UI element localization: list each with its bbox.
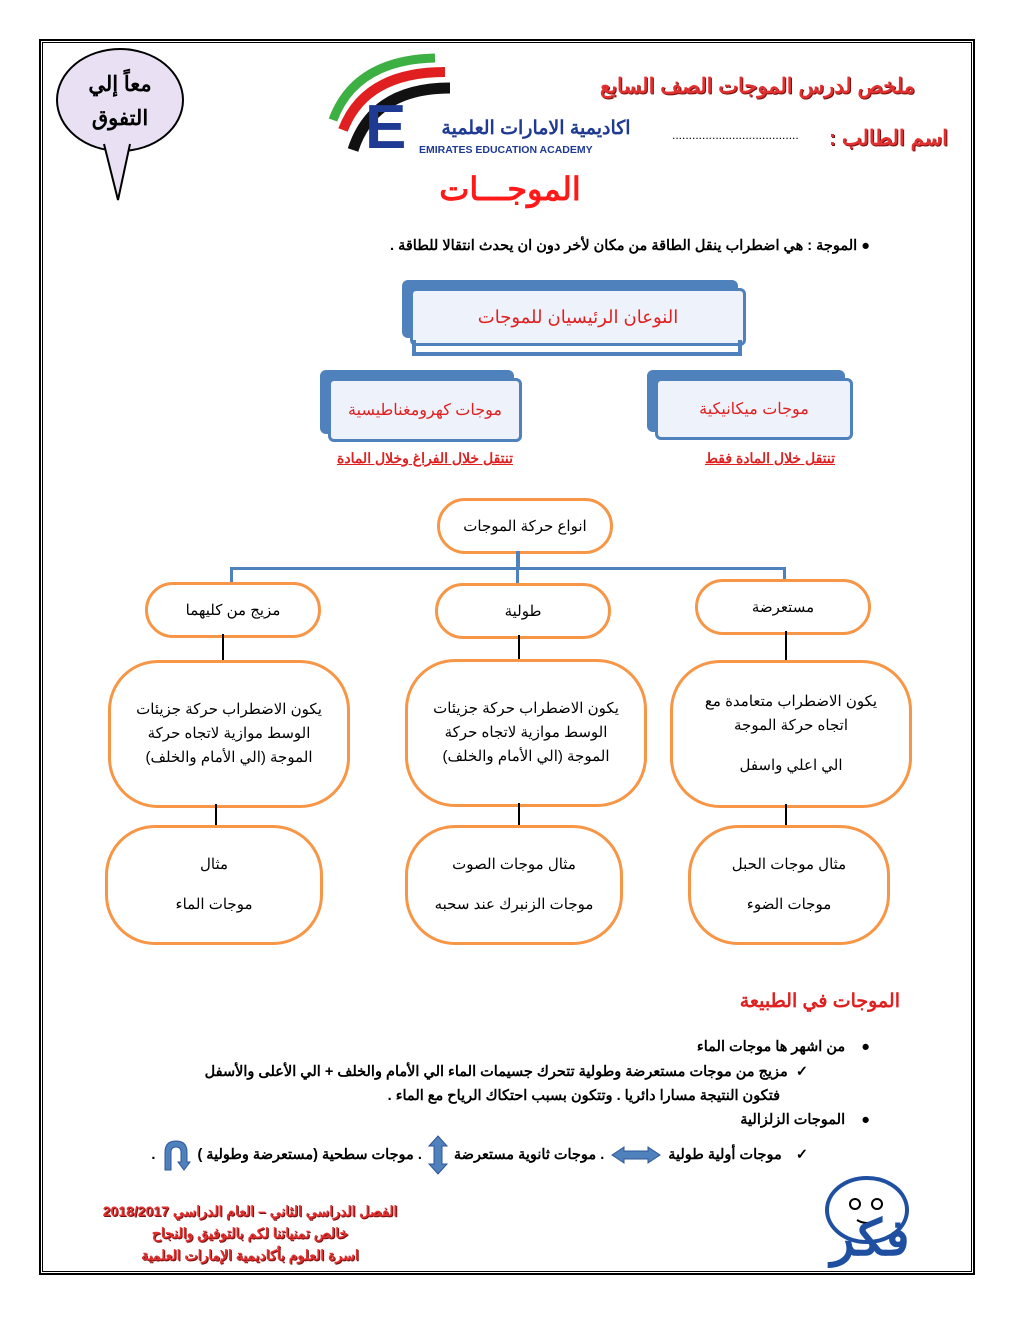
- nature-heading: الموجات في الطبيعة: [739, 991, 900, 1012]
- example-line: موجات الزنبرك عند سحبه: [434, 896, 594, 913]
- check-water-1: ✓ مزيج من موجات مستعرضة وطولية تتحرك جسيمات الماء الي الأمام والخلف + الي الأعلى والأسفل: [204, 1064, 808, 1080]
- motto-line-2: التفوق: [91, 107, 149, 130]
- description-mixed: [108, 660, 350, 808]
- bullet-text: الموجات الزلزالية: [740, 1112, 846, 1128]
- connector: [215, 804, 217, 826]
- electromagnetic-label: موجات كهرومغناطيسية: [348, 402, 502, 419]
- connector: [518, 635, 520, 660]
- check-text: مزيج من موجات مستعرضة وطولية تتحرك جسيمات الماء الي الأمام والخلف + الي الأعلى والأسفل: [204, 1064, 788, 1080]
- connector: [785, 631, 787, 661]
- motto-bubble: [56, 48, 184, 152]
- bubble-tail: [100, 140, 140, 205]
- desc-line: يكون الاضطراب متعامدة مع: [704, 693, 878, 710]
- desc-line: الموجة (الي الأمام والخلف): [442, 748, 610, 765]
- example-line: موجات الضوء: [746, 896, 832, 913]
- primary-waves-text: موجات أولية طولية: [668, 1147, 782, 1163]
- example-line: مثال: [199, 856, 229, 873]
- motto-line-1: معاً إلي: [88, 73, 152, 96]
- secondary-waves-text: . موجات ثانوية مستعرضة: [453, 1147, 605, 1163]
- circular-arrow-icon: [161, 1138, 191, 1172]
- footer-wishes: خالص تمنياتنا لكم بالتوفيق والنجاح: [151, 1225, 349, 1241]
- description-transverse: [670, 660, 912, 808]
- desc-line: الموجة (الي الأمام والخلف): [145, 749, 313, 766]
- think-logo: [785, 1170, 950, 1265]
- electromagnetic-box: [328, 378, 522, 442]
- desc-line: يكون الاضطراب حركة جزيئات: [433, 700, 619, 717]
- example-line: موجات الماء: [175, 896, 253, 913]
- mechanical-note: تنتقل خلال المادة فقط: [704, 450, 836, 466]
- worksheet-title: ملخص لدرس الموجات الصف السابع: [600, 75, 915, 98]
- footer-team: اسرة العلوم بأكاديمية الإمارات العلمية: [141, 1247, 359, 1263]
- footer: [85, 1200, 415, 1266]
- desc-line: الوسط موازية لاتجاه حركة: [147, 725, 311, 742]
- description-longitudinal: [405, 659, 647, 807]
- connector: [785, 804, 787, 826]
- connector: [783, 567, 786, 579]
- desc-line: الوسط موازية لاتجاه حركة: [444, 724, 608, 741]
- example-line: مثال موجات الحبل: [731, 856, 847, 873]
- electromagnetic-note: تنتقل خلال الفراغ وخلال المادة: [337, 450, 513, 466]
- connector: [222, 634, 224, 661]
- connector: [412, 352, 742, 356]
- vertical-double-arrow-icon: [428, 1135, 448, 1175]
- mechanical-label: موجات ميكانيكية: [699, 401, 809, 418]
- example-mixed: [105, 825, 323, 945]
- definition-text: الموجة : هي اضطراب ينقل الطاقة من مكان لأخر دون ان يحدث انتقالا للطاقة .: [390, 238, 858, 254]
- definition: ● الموجة : هي اضطراب ينقل الطاقة من مكان لأخر دون ان يحدث انتقالا للطاقة .: [390, 238, 870, 254]
- logo-letter: E: [365, 93, 407, 162]
- type-label: مزيج من كليهما: [185, 602, 281, 619]
- desc-line: الي اعلي واسفل: [739, 757, 843, 774]
- end-period: .: [151, 1147, 156, 1163]
- type-longitudinal: [435, 583, 611, 639]
- academy-logo: [325, 50, 655, 160]
- bullet-seismic: ● الموجات الزلزالية: [740, 1112, 870, 1128]
- desc-line: اتجاه حركة الموجة: [734, 717, 848, 734]
- example-transverse: [688, 825, 890, 945]
- bullet-water: ● من اشهر ها موجات الماء: [696, 1039, 870, 1055]
- connector: [230, 567, 786, 570]
- student-name-label: اسم الطالب :: [829, 127, 948, 150]
- type-mixed: [145, 582, 321, 638]
- motion-types-box: [437, 498, 613, 554]
- check-water-2: فتكون النتيجة مسارا دائريا . وتتكون بسبب احتكاك الرياح مع الماء .: [387, 1088, 780, 1104]
- connector: [516, 567, 519, 583]
- student-name-field[interactable]: ......................................: [672, 128, 799, 142]
- example-longitudinal: [405, 825, 623, 945]
- desc-line: يكون الاضطراب حركة جزيئات: [136, 701, 322, 718]
- connector: [230, 567, 233, 583]
- logo-arabic-name: اكاديمية الامارات العلمية: [441, 118, 631, 139]
- connector: [518, 803, 520, 825]
- example-line: مثال موجات الصوت: [452, 856, 576, 873]
- seismic-types: ✓ موجات أولية طولية . موجات ثانوية مستعرضة . موجات سطحية (مستعرضة وطولية ) .: [151, 1134, 808, 1176]
- page-title: الموجـــات: [439, 171, 581, 207]
- think-logo-text: فكر: [830, 1210, 910, 1266]
- main-wave-types-box: [410, 288, 746, 346]
- type-label: طولية: [504, 603, 542, 620]
- connector: [412, 340, 416, 356]
- main-wave-types-label: النوعان الرئيسيان للموجات: [477, 306, 679, 327]
- surface-waves-text: . موجات سطحية (مستعرضة وطولية ): [197, 1147, 422, 1163]
- mechanical-box: [655, 378, 853, 440]
- bullet-text: من اشهر ها موجات الماء: [696, 1039, 846, 1055]
- logo-english-name: EMIRATES EDUCATION ACADEMY: [419, 144, 593, 156]
- connector: [738, 340, 742, 356]
- motion-types-label: انواع حركة الموجات: [463, 518, 587, 535]
- footer-term: الفصل الدراسي الثاني – العام الدراسي 2018/2017: [102, 1203, 398, 1219]
- type-transverse: [695, 579, 871, 635]
- horizontal-double-arrow-icon: [610, 1145, 662, 1165]
- type-label: مستعرضة: [751, 599, 815, 616]
